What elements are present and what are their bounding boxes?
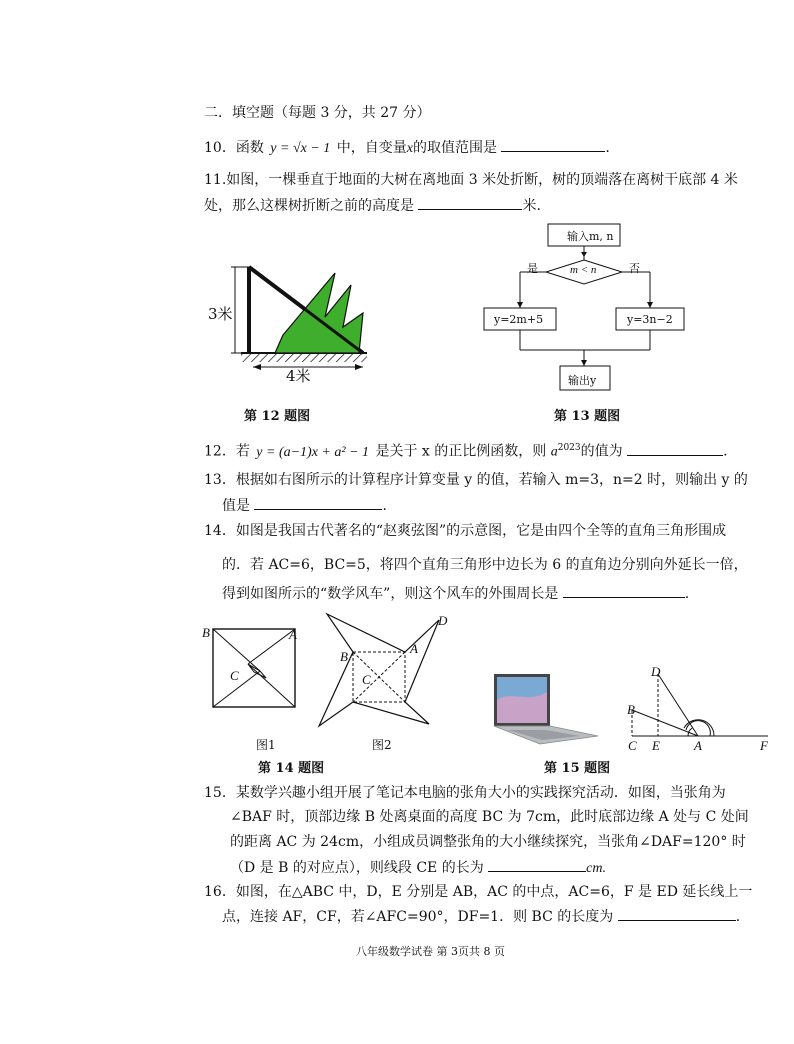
section-title: 二．填空题（每题 3 分，共 27 分） (204, 105, 431, 121)
q14-answer-blank[interactable] (563, 583, 685, 598)
q12-power-base: a (550, 444, 558, 460)
question-14-line2: 的．若 AC=6，BC=5，将四个直角三角形中边长为 6 的直角边分别向外延长一倍， (222, 557, 748, 573)
q16-line2a: 点，连接 AF，CF，若∠AFC=90°，DF=1．则 BC 的长度为 (222, 909, 614, 925)
fig15-pt-A: A (694, 738, 702, 753)
page-footer: 八年级数学试卷 第 3页共 8 页 (356, 945, 505, 958)
q12-answer-blank[interactable] (627, 441, 723, 456)
q10-answer-blank[interactable] (501, 137, 605, 152)
question-14-line3 (222, 583, 689, 604)
fig14-pt-A2: A (410, 641, 418, 656)
q14-line3b: . (684, 586, 690, 602)
fig15-pt-B: B (627, 702, 635, 717)
q13-line2a: 值是 (222, 498, 250, 514)
fig13-yes-label: 是 (527, 262, 538, 275)
figure-15-geometry (622, 670, 772, 740)
q10-suffix: 的取值范围是 (412, 140, 497, 156)
q12-prefix: 12．若 (204, 443, 250, 460)
q12-power-exp: 2023 (557, 443, 581, 453)
figure-14-diagram-2 (317, 612, 443, 732)
q11-line2a: 处，那么这棵树折断之前的高度是 (204, 198, 414, 214)
q12-end: . (723, 443, 728, 460)
question-15-line3: 的距离 AC 为 24cm，小组成员调整张角的大小继续探究，当张角∠DAF=120° 时 (230, 834, 746, 850)
q16-line2b: . (735, 909, 741, 925)
q12-mid: 是关于 x 的正比例函数，则 (375, 443, 547, 460)
q10-prefix: 10．函数 (204, 140, 264, 156)
fig13-left-formula: y=2m+5 (494, 313, 544, 326)
question-10 (204, 137, 610, 159)
fig13-condition-label: m < n (570, 264, 597, 276)
fig14-pt-B2: B (340, 649, 348, 664)
q10-var: x (406, 141, 413, 156)
q15-answer-blank[interactable] (488, 857, 586, 872)
question-11-line1: 11.如图，一棵垂直于地面的大树在离地面 3 米处折断，树的顶端落在离树干底部 4 米 (204, 172, 738, 188)
fig13-input-label: 输入m, n (567, 230, 614, 243)
question-11-line2 (204, 195, 541, 216)
ground-hatch (241, 353, 367, 362)
q12-suffix: 的值为 (580, 443, 623, 460)
q13-line2b: . (382, 498, 387, 514)
q11-answer-blank[interactable] (418, 195, 522, 210)
fig14-pt-D: D (438, 613, 448, 628)
question-13-line2 (222, 495, 387, 516)
question-15-line4 (230, 857, 606, 879)
question-15-line1: 15．某数学兴趣小组开展了笔记本电脑的张角大小的实践探究活动．如图，当张角为 (204, 785, 726, 801)
q11-line2b: 米. (522, 198, 541, 214)
q15-line4a: （D 是 B 的对应点），则线段 CE 的长为 (230, 860, 484, 876)
fig13-no-label: 否 (629, 262, 640, 275)
q13-answer-blank[interactable] (254, 495, 382, 510)
fig15-pt-C: C (628, 738, 637, 753)
fig12-height-label: 3米 (208, 305, 233, 323)
figure-14-diagram-1 (212, 628, 296, 712)
fig15-pt-F: F (760, 738, 768, 753)
tree-foliage (275, 273, 363, 353)
q10-formula: y = √x − 1 (270, 141, 331, 156)
fig13-output-label: 输出y (568, 374, 597, 387)
fig13-caption: 第 13 题图 (554, 409, 621, 424)
question-15-line2: ∠BAF 时，顶部边缘 B 处离桌面的高度 BC 为 7cm，此时底部边缘 A 处与 C 处间 (230, 809, 749, 825)
q12-formula: y = (a−1)x + a² − 1 (256, 444, 370, 460)
q10-mid: 中，自变量 (336, 140, 407, 156)
fig14-pt-B: B (202, 625, 210, 640)
q10-end: . (605, 140, 610, 156)
fig14-sub1: 图1 (256, 738, 276, 752)
question-14-line1: 14．如图是我国古代著名的“赵爽弦图”的示意图，它是由四个全等的直角三角形围成 (204, 523, 727, 539)
q15-line4b: cm. (586, 861, 606, 876)
q14-line3a: 得到如图所示的“数学风车”，则这个风车的外围周长是 (222, 586, 559, 602)
question-13-line1: 13．根据如右图所示的计算程序计算变量 y 的值，若输入 m=3，n=2 时，则输出 y 的 (204, 472, 748, 488)
fig14-caption: 第 14 题图 (258, 761, 325, 776)
question-16-line1: 16．如图，在△ABC 中，D，E 分别是 AB，AC 的中点，AC=6，F 是 ED 延长线上一 (204, 884, 753, 900)
fig14-pt-A: A (289, 627, 297, 642)
fig14-pt-C2: C (362, 672, 371, 687)
fig14-sub2: 图2 (372, 738, 392, 752)
fig12-base-label: 4米 (286, 367, 311, 385)
fig15-pt-D: D (651, 664, 661, 679)
fig15-caption: 第 15 题图 (544, 761, 611, 776)
q16-answer-blank[interactable] (618, 906, 736, 921)
question-12 (204, 438, 728, 463)
figure-13-flowchart (484, 222, 684, 397)
figure-15-laptop-image (488, 670, 600, 746)
fig15-pt-E: E (652, 738, 660, 753)
fig14-pt-C: C (230, 668, 239, 683)
fig13-right-formula: y=3n−2 (627, 313, 673, 326)
fig12-caption: 第 12 题图 (244, 409, 311, 424)
question-16-line2 (222, 906, 740, 927)
